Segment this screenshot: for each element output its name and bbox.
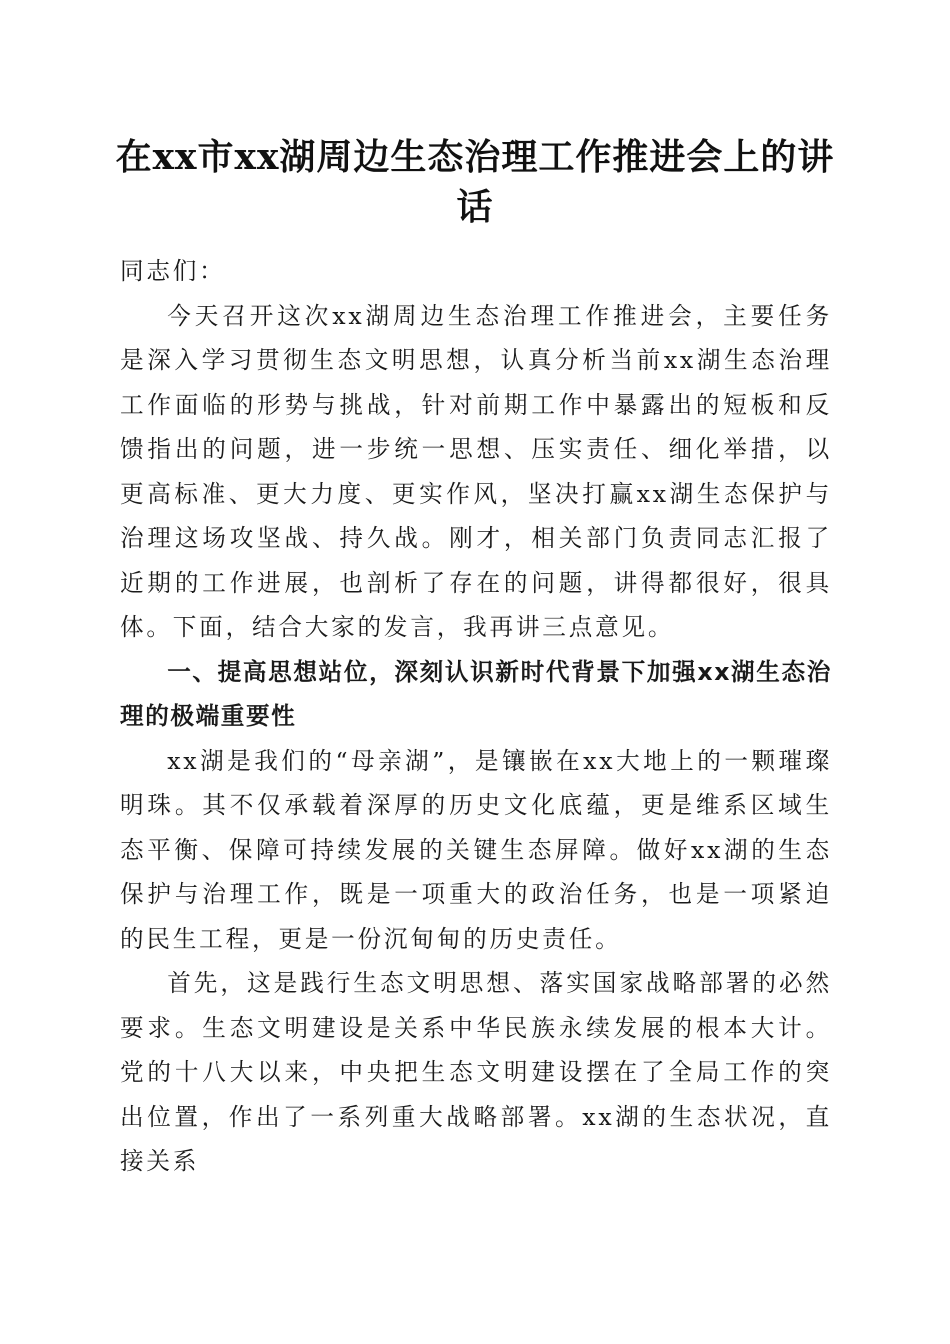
document-body (120, 249, 832, 1184)
paragraph-lake-importance: xx湖是我们的“母亲湖”，是镶嵌在xx大地上的一颗璀璨明珠。其不仅承载着深厚的历史文化底蕴，更是维系区域生态平衡、保障可持续发展的关键生态屏障。做好xx湖的生态保护与治理工作，既是一项重大的政治任务，也是一项紧迫的民生工程，更是一份沉甸甸的历史责任。 (120, 746, 832, 953)
section-heading-1: 一、提高思想站位，深刻认识新时代背景下加强xx湖生态治理的极端重要性 (120, 657, 832, 730)
salutation: 同志们： (120, 257, 226, 285)
paragraph-intro: 今天召开这次xx湖周边生态治理工作推进会，主要任务是深入学习贯彻生态文明思想，认真分析当前xx湖生态治理工作面临的形势与挑战，针对前期工作中暴露出的短板和反馈指出的问题，进一步统一思想、压实责任、细化举措，以更高标准、更大力度、更实作风，坚决打赢xx湖生态保护与治理这场攻坚战、持久战。刚才，相关部门负责同志汇报了近期的工作进展，也剖析了存在的问题，讲得都很好，很具体。下面，结合大家的发言，我再讲三点意见。 (120, 301, 832, 641)
paragraph-first-point: 首先，这是践行生态文明思想、落实国家战略部署的必然要求。生态文明建设是关系中华民族永续发展的根本大计。党的十八大以来，中央把生态文明建设摆在了全局工作的突出位置，作出了一系列重大战略部署。xx湖的生态状况，直接关系 (120, 969, 832, 1175)
document-title: 在xx市xx湖周边生态治理工作推进会上的讲话 (115, 136, 835, 228)
